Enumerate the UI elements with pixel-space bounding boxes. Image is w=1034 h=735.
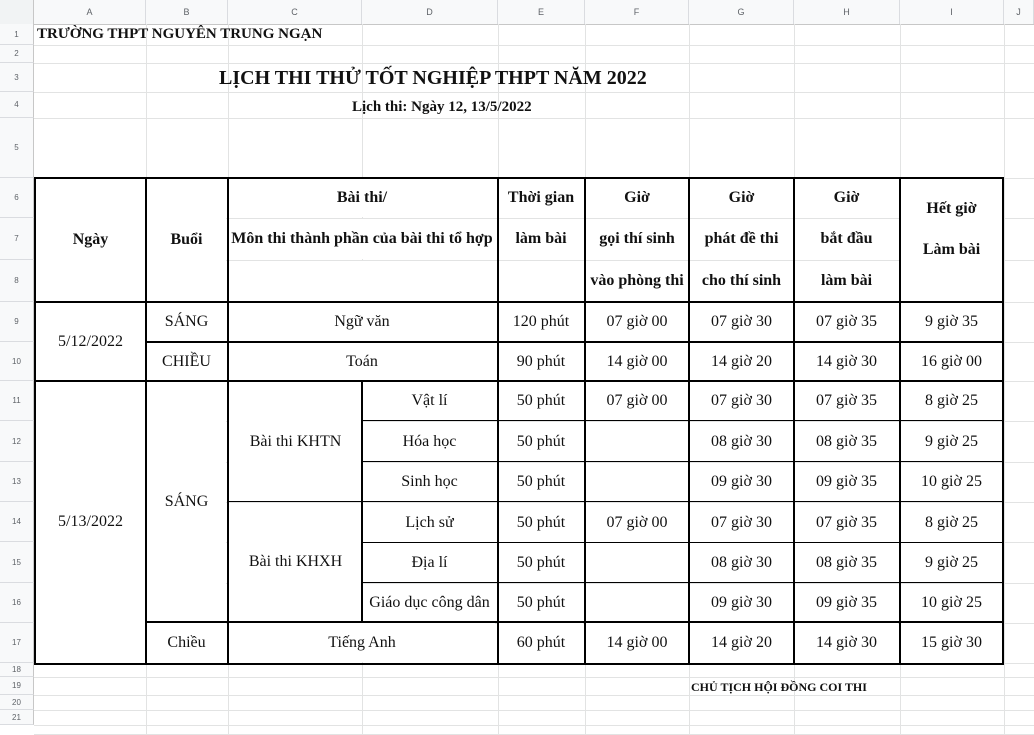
header-batdau-2[interactable]: bắt đầu <box>795 219 898 259</box>
header-thoigian-1[interactable]: Thời gian <box>499 179 583 217</box>
header-thoigian-2[interactable]: làm bài <box>499 219 583 259</box>
column-header-g[interactable]: G <box>689 0 794 24</box>
row-header-1[interactable]: 1 <box>0 24 34 45</box>
table-border <box>227 177 229 663</box>
table-border <box>362 420 1003 421</box>
cell-buoi-r16[interactable]: Chiều <box>147 623 226 662</box>
cell-khtn[interactable]: Bài thi KHTN <box>229 382 362 501</box>
table-border <box>497 177 499 663</box>
header-goi-3[interactable]: vào phòng thi <box>586 261 688 301</box>
cell-bd-r9[interactable]: 14 giờ 30 <box>795 343 898 380</box>
header-baithi-1[interactable]: Bài thi/ <box>229 179 495 217</box>
cell-het-r16[interactable]: 15 giờ 30 <box>901 623 1002 662</box>
table-border <box>899 177 901 663</box>
table-border <box>362 582 1003 583</box>
row-header-21[interactable]: 21 <box>0 710 34 725</box>
row-header-18[interactable]: 18 <box>0 663 34 677</box>
gridline-horizontal <box>34 677 1034 678</box>
gridline-horizontal <box>34 45 1034 46</box>
column-header-b[interactable]: B <box>146 0 228 24</box>
schedule-subtitle: Lịch thi: Ngày 12, 13/5/2022 <box>352 99 532 115</box>
cell-bd-r14[interactable]: 08 giờ 35 <box>795 544 898 582</box>
header-hetgio-2[interactable]: Làm bài <box>901 239 1002 261</box>
cell-mon-r13[interactable]: Lịch sử <box>364 503 495 542</box>
cell-het-r11[interactable]: 9 giờ 25 <box>901 422 1002 461</box>
cell-tg-r15[interactable]: 50 phút <box>499 584 583 621</box>
cell-goi-r8[interactable]: 07 giờ 00 <box>586 303 688 341</box>
signature-title: CHỦ TỊCH HỘI ĐỒNG COI THI <box>691 680 867 694</box>
header-batdau-3[interactable]: làm bài <box>795 261 898 301</box>
cell-goi-r13[interactable]: 07 giờ 00 <box>586 503 688 542</box>
cell-date-2[interactable]: 5/13/2022 <box>36 382 145 662</box>
table-border <box>34 177 36 665</box>
gridline-horizontal <box>34 92 1034 93</box>
table-border <box>584 177 586 663</box>
header-hetgio-1[interactable]: Hết giờ <box>901 179 1002 239</box>
cell-tg-r14[interactable]: 50 phút <box>499 544 583 582</box>
row-header-5[interactable]: 5 <box>0 118 34 178</box>
cell-goi-r15[interactable] <box>586 584 688 621</box>
cell-mon-r11[interactable]: Hóa học <box>364 422 495 461</box>
cell-buoi-r9[interactable]: CHIỀU <box>147 343 226 380</box>
column-header-j[interactable]: J <box>1004 0 1034 24</box>
cell-mon-r8[interactable]: Ngữ văn <box>229 303 495 341</box>
table-border <box>34 380 1003 382</box>
gridline-horizontal <box>34 63 1034 64</box>
header-baithi-2[interactable]: Môn thi thành phần của bài thi tổ hợp <box>229 219 495 259</box>
cell-buoi-r8[interactable]: SÁNG <box>147 303 226 341</box>
row-header-10[interactable]: 10 <box>0 342 34 381</box>
cell-bd-r13[interactable]: 07 giờ 35 <box>795 503 898 542</box>
row-header-11[interactable]: 11 <box>0 381 34 421</box>
header-goi-2[interactable]: gọi thí sinh <box>586 219 688 259</box>
cell-phat-r10[interactable]: 07 giờ 30 <box>690 382 793 420</box>
header-baithi-blank[interactable] <box>229 261 495 301</box>
cell-phat-r9[interactable]: 14 giờ 20 <box>690 343 793 380</box>
page-title: LỊCH THI THỬ TỐT NGHIỆP THPT NĂM 2022 <box>219 67 647 89</box>
table-border <box>362 542 1003 543</box>
row-header-3[interactable]: 3 <box>0 63 34 92</box>
gridline-horizontal <box>34 118 1034 119</box>
header-goi-1[interactable]: Giờ <box>586 179 688 217</box>
row-header-19[interactable]: 19 <box>0 677 34 695</box>
cell-het-r15[interactable]: 10 giờ 25 <box>901 584 1002 621</box>
table-border <box>146 621 1003 623</box>
gridline-horizontal <box>34 695 1034 696</box>
cell-het-r13[interactable]: 8 giờ 25 <box>901 503 1002 542</box>
cell-phat-r16[interactable]: 14 giờ 20 <box>690 623 793 662</box>
cell-tg-r9[interactable]: 90 phút <box>499 343 583 380</box>
row-header-9[interactable]: 9 <box>0 302 34 342</box>
cell-het-r10[interactable]: 8 giờ 25 <box>901 382 1002 420</box>
select-all-corner[interactable] <box>0 0 34 24</box>
cell-goi-r16[interactable]: 14 giờ 00 <box>586 623 688 662</box>
cell-het-r14[interactable]: 9 giờ 25 <box>901 544 1002 582</box>
cell-bd-r8[interactable]: 07 giờ 35 <box>795 303 898 341</box>
cell-mon-r12[interactable]: Sinh học <box>364 463 495 501</box>
cell-bd-r12[interactable]: 09 giờ 35 <box>795 463 898 501</box>
cell-tg-r10[interactable]: 50 phút <box>499 382 583 420</box>
table-border <box>793 177 795 663</box>
cell-date-1[interactable]: 5/12/2022 <box>36 303 145 380</box>
header-phat-3[interactable]: cho thí sinh <box>690 261 793 301</box>
row-header-17[interactable]: 17 <box>0 623 34 663</box>
cell-tg-r16[interactable]: 60 phút <box>499 623 583 662</box>
cell-mon-r9[interactable]: Toán <box>229 343 495 380</box>
cell-bd-r15[interactable]: 09 giờ 35 <box>795 584 898 621</box>
cell-goi-r11[interactable] <box>586 422 688 461</box>
row-header-7[interactable]: 7 <box>0 218 34 260</box>
row-header-14[interactable]: 14 <box>0 502 34 542</box>
cell-phat-r11[interactable]: 08 giờ 30 <box>690 422 793 461</box>
cell-mon-r10[interactable]: Vật lí <box>364 382 495 420</box>
row-header-4[interactable]: 4 <box>0 92 34 118</box>
cell-het-r8[interactable]: 9 giờ 35 <box>901 303 1002 341</box>
gridline-horizontal <box>34 710 1034 711</box>
cell-tg-r8[interactable]: 120 phút <box>499 303 583 341</box>
table-border <box>146 341 1003 343</box>
table-border <box>1002 177 1004 665</box>
row-header-8[interactable]: 8 <box>0 260 34 302</box>
table-border <box>688 177 690 663</box>
row-header-12[interactable]: 12 <box>0 421 34 462</box>
cell-phat-r13[interactable]: 07 giờ 30 <box>690 503 793 542</box>
cell-phat-r14[interactable]: 08 giờ 30 <box>690 544 793 582</box>
row-header-15[interactable]: 15 <box>0 542 34 583</box>
cell-mon-r16[interactable]: Tiếng Anh <box>229 623 495 662</box>
gridline-vertical <box>1004 24 1005 734</box>
table-border <box>34 301 1003 303</box>
header-ngay[interactable]: Ngày <box>36 179 145 301</box>
table-border <box>34 177 1004 179</box>
cell-goi-r12[interactable] <box>586 463 688 501</box>
cell-tg-r11[interactable]: 50 phút <box>499 422 583 461</box>
row-header-6[interactable]: 6 <box>0 178 34 218</box>
table-border <box>145 177 147 663</box>
cell-het-r9[interactable]: 16 giờ 00 <box>901 343 1002 380</box>
table-border <box>361 381 363 621</box>
cell-phat-r15[interactable]: 09 giờ 30 <box>690 584 793 621</box>
cell-tg-r12[interactable]: 50 phút <box>499 463 583 501</box>
column-header-d[interactable]: D <box>362 0 498 24</box>
header-buoi[interactable]: Buổi <box>147 179 226 301</box>
column-header-i[interactable]: I <box>900 0 1004 24</box>
column-header-e[interactable]: E <box>498 0 585 24</box>
table-border <box>34 663 1004 665</box>
table-border <box>362 461 1003 462</box>
row-header-2[interactable]: 2 <box>0 45 34 63</box>
row-header-16[interactable]: 16 <box>0 583 34 623</box>
cell-bd-r16[interactable]: 14 giờ 30 <box>795 623 898 662</box>
school-name: TRƯỜNG THPT NGUYÊN TRUNG NGẠN <box>37 26 323 42</box>
cell-phat-r8[interactable]: 07 giờ 30 <box>690 303 793 341</box>
cell-goi-r14[interactable] <box>586 544 688 582</box>
header-thoigian-blank[interactable] <box>499 261 583 301</box>
header-batdau-1[interactable]: Giờ <box>795 179 898 217</box>
column-header-f[interactable]: F <box>585 0 689 24</box>
gridline-horizontal <box>34 725 1034 726</box>
column-header-h[interactable]: H <box>794 0 900 24</box>
cell-goi-r10[interactable]: 07 giờ 00 <box>586 382 688 420</box>
header-phat-2[interactable]: phát đề thi <box>690 219 793 259</box>
cell-bd-r11[interactable]: 08 giờ 35 <box>795 422 898 461</box>
header-phat-1[interactable]: Giờ <box>690 179 793 217</box>
cell-phat-r12[interactable]: 09 giờ 30 <box>690 463 793 501</box>
header-hetgio-blank[interactable] <box>901 261 1002 301</box>
cell-mon-r15[interactable]: Giáo dục công dân <box>364 584 495 621</box>
table-border <box>228 501 1003 502</box>
cell-bd-r10[interactable]: 07 giờ 35 <box>795 382 898 420</box>
cell-het-r12[interactable]: 10 giờ 25 <box>901 463 1002 501</box>
column-header-a[interactable]: A <box>34 0 146 24</box>
cell-khxh[interactable]: Bài thi KHXH <box>229 503 362 621</box>
column-header-c[interactable]: C <box>228 0 362 24</box>
row-header-20[interactable]: 20 <box>0 695 34 710</box>
cell-goi-r9[interactable]: 14 giờ 00 <box>586 343 688 380</box>
cell-mon-r14[interactable]: Địa lí <box>364 544 495 582</box>
row-header-13[interactable]: 13 <box>0 462 34 502</box>
cell-tg-r13[interactable]: 50 phút <box>499 503 583 542</box>
cell-buoi-sang-2[interactable]: SÁNG <box>147 382 226 621</box>
